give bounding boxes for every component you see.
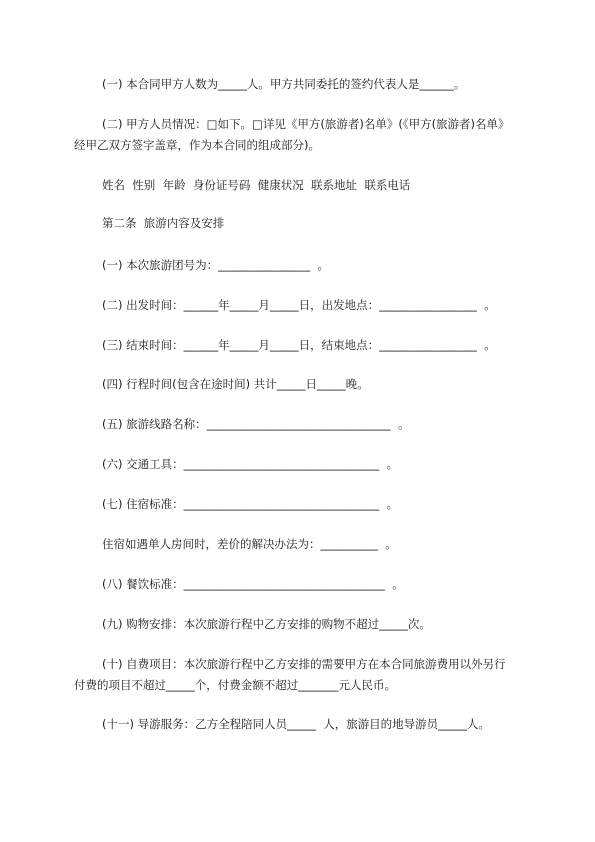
departure-time-place: (二) 出发时间：______年_____月_____日，出发地点：_________________ 。	[102, 298, 496, 312]
member-table-header: 姓名 性别 年龄 身份证号码 健康状况 联系地址 联系电话	[102, 178, 411, 192]
tour-route-name: (五) 旅游线路名称：________________________________ 。	[102, 417, 410, 431]
itinerary-duration: (四) 行程时间(包含在途时间) 共计_____日_____晚。	[102, 377, 369, 391]
self-paid-items-line-2: 付费的项目不超过_____个，付费金额不超过_______元人民币。	[74, 678, 396, 692]
guide-service: (十一) 导游服务：乙方全程陪同人员_____ 人，旅游目的地导游员_____人。	[102, 717, 490, 731]
end-time-place: (三) 结束时间：______年_____月_____日，结束地点：_________________ 。	[102, 338, 496, 352]
self-paid-items-line-1: (十) 自费项目：本次旅游行程中乙方安排的需要甲方在本合同旅游费用以外另行	[102, 657, 506, 671]
clause-2-member-info-line-2: 经甲乙双方签字盖章，作为本合同的组成部分)。	[74, 138, 320, 152]
accommodation-standard: (七) 住宿标准：__________________________________ 。	[102, 497, 398, 511]
tour-group-number: (一) 本次旅游团号为：________________ 。	[102, 258, 329, 272]
single-room-price-difference: 住宿如遇单人房间时，差价的解决办法为：__________ 。	[102, 537, 397, 551]
shopping-arrangement: (九) 购物安排：本次旅游行程中乙方安排的购物不超过_____次。	[102, 617, 431, 631]
article-2-heading: 第二条 旅游内容及安排	[102, 216, 225, 230]
catering-standard: (八) 餐饮标准：___________________________________ 。	[102, 577, 404, 591]
clause-2-member-info-line-1: (二) 甲方人员情况：□如下。□详见《甲方(旅游者)名单》(《甲方(旅游者)名单》	[102, 117, 510, 131]
clause-1-headcount: (一) 本合同甲方人数为_____人。甲方共同委托的签约代表人是______。	[102, 77, 466, 91]
transportation: (六) 交通工具：__________________________________ 。	[102, 457, 398, 471]
